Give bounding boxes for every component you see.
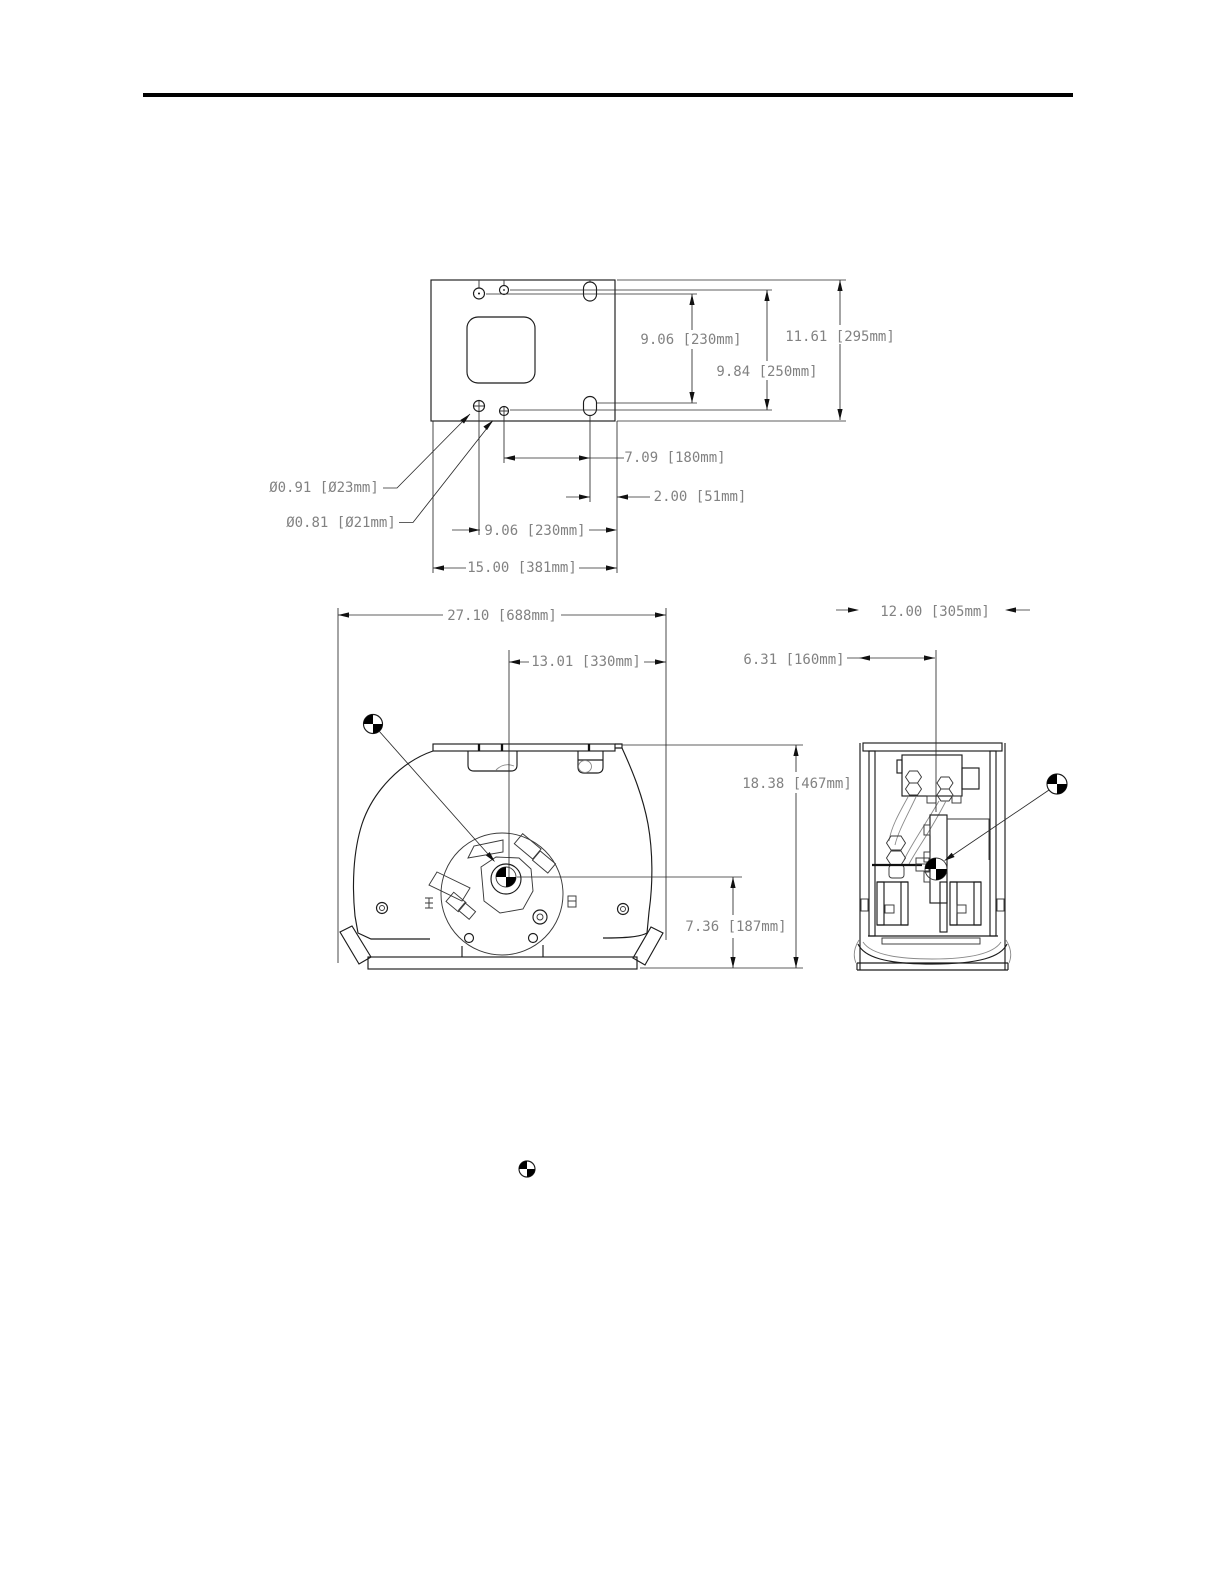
front-view-body-outline	[340, 748, 663, 969]
front-view-cg-icon	[364, 715, 383, 734]
dim-label-top-width-mid: 9.06 [230mm]	[484, 523, 586, 539]
side-view-cg-marker	[925, 858, 947, 880]
side-view-skid-base	[854, 936, 1010, 970]
front-view-fasteners	[377, 896, 629, 924]
dim-label-top-height-total: 11.61 [295mm]	[785, 329, 895, 345]
dim-label-top-width-right: 7.09 [180mm]	[624, 450, 726, 466]
dim-label-top-width-total: 15.00 [381mm]	[467, 560, 577, 576]
top-view	[269, 280, 895, 576]
front-view-jaw-mechanism	[429, 834, 556, 920]
dim-label-front-width-center: 13.01 [330mm]	[531, 654, 641, 670]
dim-label-front-width-total: 27.10 [688mm]	[447, 608, 557, 624]
front-view-top-plate	[433, 744, 622, 773]
front-view-kingpin-boss	[441, 833, 563, 955]
dim-label-front-height-total: 18.38 [467mm]	[742, 776, 852, 792]
front-view-cg-marker	[496, 867, 516, 887]
top-view-plate-outline	[431, 280, 615, 421]
top-view-dimensions	[269, 280, 895, 576]
dim-label-side-width-total: 12.00 [305mm]	[880, 604, 990, 620]
hole-callout-small: Ø0.81 [Ø21mm]	[286, 515, 396, 531]
side-view-cg-icon	[1047, 774, 1067, 794]
page-cg-icon	[519, 1161, 535, 1177]
dim-label-top-height-b: 9.84 [250mm]	[716, 364, 818, 380]
dim-label-top-height-a: 9.06 [230mm]	[640, 332, 742, 348]
dim-label-top-offset-edge: 2.00 [51mm]	[653, 489, 747, 505]
side-view-dimensions	[743, 604, 1030, 668]
hole-callout-large: Ø0.91 [Ø23mm]	[269, 480, 379, 496]
side-view-rollers	[861, 882, 1004, 932]
side-view-release-mechanism	[872, 755, 979, 878]
dim-label-front-height-cg: 7.36 [187mm]	[685, 919, 787, 935]
dim-label-side-width-cg: 6.31 [160mm]	[743, 652, 845, 668]
